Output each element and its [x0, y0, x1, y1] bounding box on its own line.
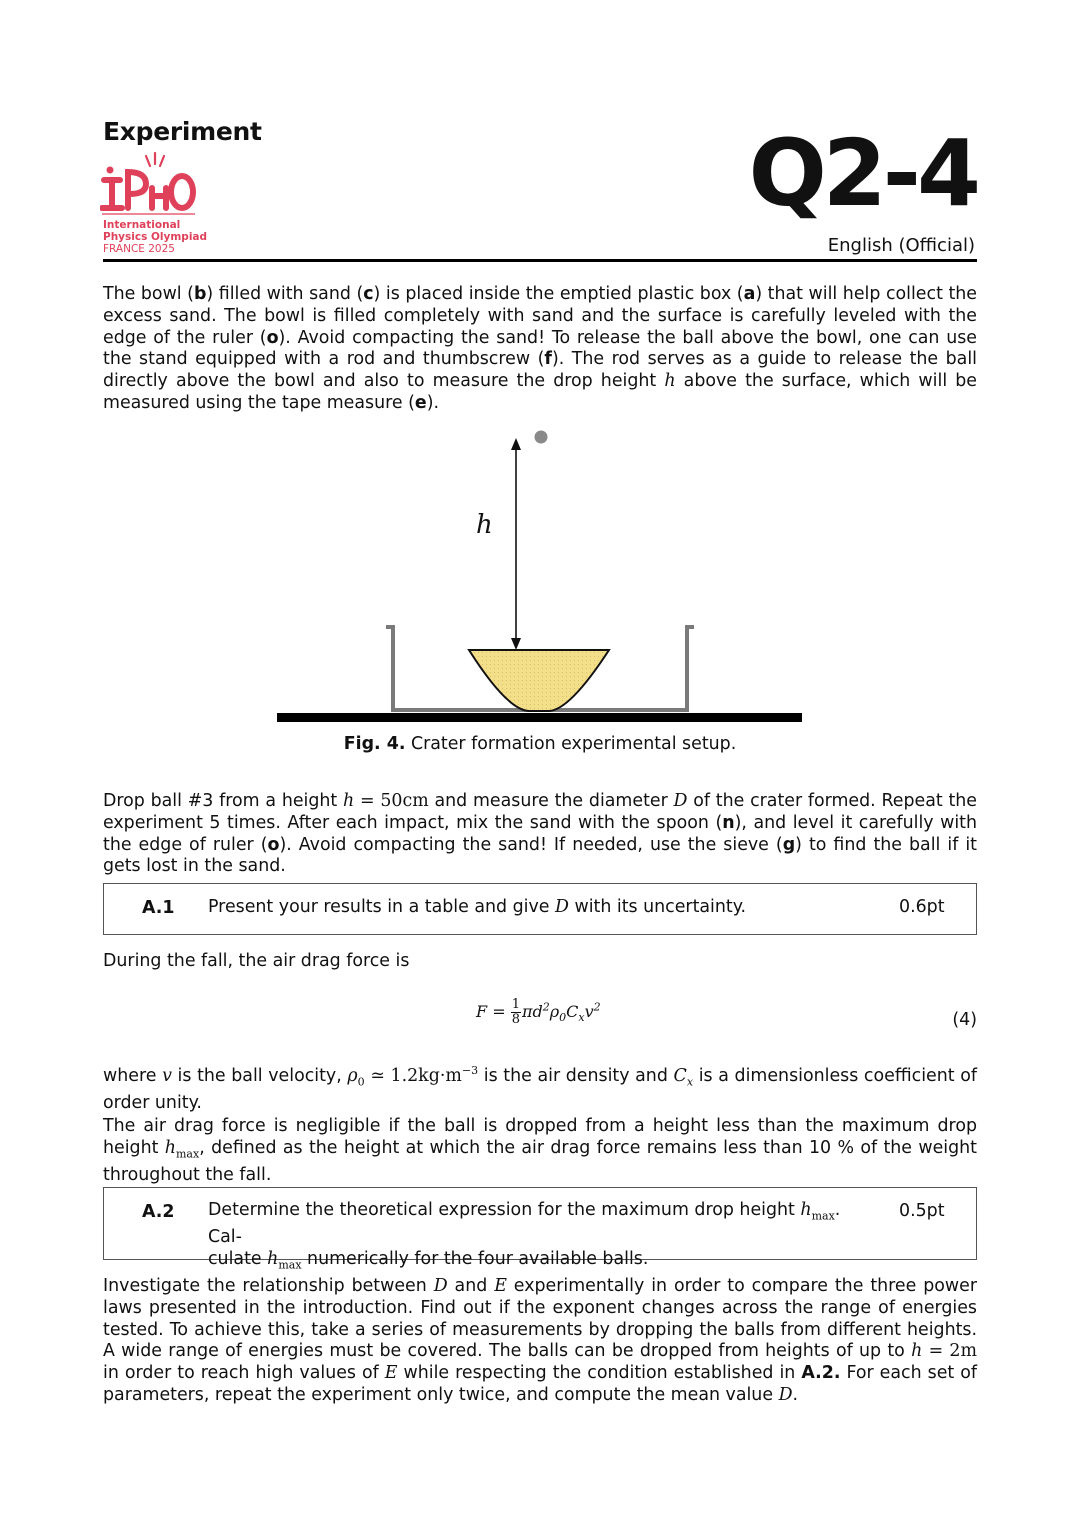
question-box-a2 — [103, 1187, 977, 1272]
ball — [535, 431, 548, 444]
paragraph-4: where v is the ball velocity, $\rho_0$ ≃ $1.2kg\cdot m^{-3}$ is the air density and $C_x$ is a dimensionless coefficient of order unity. — [103, 1064, 977, 1114]
crater-setup-figure — [270, 420, 810, 730]
logo-line-2: Physics Olympiad — [103, 231, 208, 243]
question-points-a2: 0.5pt — [899, 1201, 945, 1221]
section-title: Experiment — [103, 117, 262, 146]
arrow-head-top — [511, 438, 521, 450]
paragraph-2: Drop ball #3 from a height h = 50cm and measure the diameter D of the crater formed. Repeat the experiment 5 times. After each impact, mix the sand with the spoon (n), and level it carefully with the edge of ruler (o). Avoid compacting the sand! If needed, use the sieve (g) to find the ball if it gets lost in the sand. — [103, 791, 978, 877]
equation-number: (4) — [952, 1010, 977, 1030]
paragraph-5: The air drag force is negligible if the ball is dropped from a height less than the maximum drop height $h_{max}$, defined as the height at which the air drag force remains less than 10 % of the weight throughout the fall. — [103, 1116, 977, 1186]
arrow-head-bottom — [511, 638, 521, 650]
logo-line-1: International — [103, 219, 181, 231]
ground-plate — [277, 713, 802, 722]
question-id-a1: A.1 — [142, 898, 175, 918]
question-points-a1: 0.6pt — [899, 897, 945, 917]
sand-bowl — [469, 650, 609, 711]
question-number: Q2-4 — [748, 120, 977, 227]
logo-line-3: FRANCE 2025 — [103, 243, 175, 255]
paragraph-1: The bowl (b) filled with sand (c) is placed inside the emptied plastic box (a) that will help collect the excess sand. The bowl is filled completely with sand and the surface is carefully leveled with the edge of the ruler (o). Avoid compacting the sand! To release the ball above the bowl, one can use the stand equipped with a rod and thumbscrew (f). The rod serves as a guide to release the ball directly above the bowl and also to measure the drop height h above the surface, which will be measured using the tape measure (e). — [103, 284, 978, 413]
language-label: English (Official) — [827, 235, 975, 256]
logo-text — [103, 219, 207, 255]
drag-equation: F = $\frac{1}{8}$ $\pi d^2\rho_0C_xv^2$ — [476, 997, 601, 1027]
figure-caption: Fig. 4. Crater formation experimental setup. — [343, 734, 737, 754]
question-text-a1: Present your results in a table and give D with its uncertainty. — [208, 897, 747, 917]
paragraph-6: Investigate the relationship between D and E experimentally in order to compare the three power laws presented in the introduction. Find out if the exponent changes across the range of energies tested. To achieve this, take a series of measurements by dropping the balls from different heights. A wide range of energies must be covered. The balls can be dropped from heights of up to h = 2m in order to reach high values of E while respecting the condition established in A.2. For each set of parameters, repeat the experiment only twice, and compute the mean value D. — [103, 1276, 977, 1405]
question-text-a2: Determine the theoretical expression for the maximum drop height $h_{max}$. Cal- culate $h_{max}$ numerically for the four available balls. — [208, 1200, 841, 1272]
question-id-a2: A.2 — [142, 1202, 175, 1222]
header-rule — [103, 259, 977, 262]
paragraph-3: During the fall, the air drag force is — [103, 951, 410, 971]
h-label: h — [476, 510, 493, 540]
question-box-a1 — [103, 883, 977, 935]
